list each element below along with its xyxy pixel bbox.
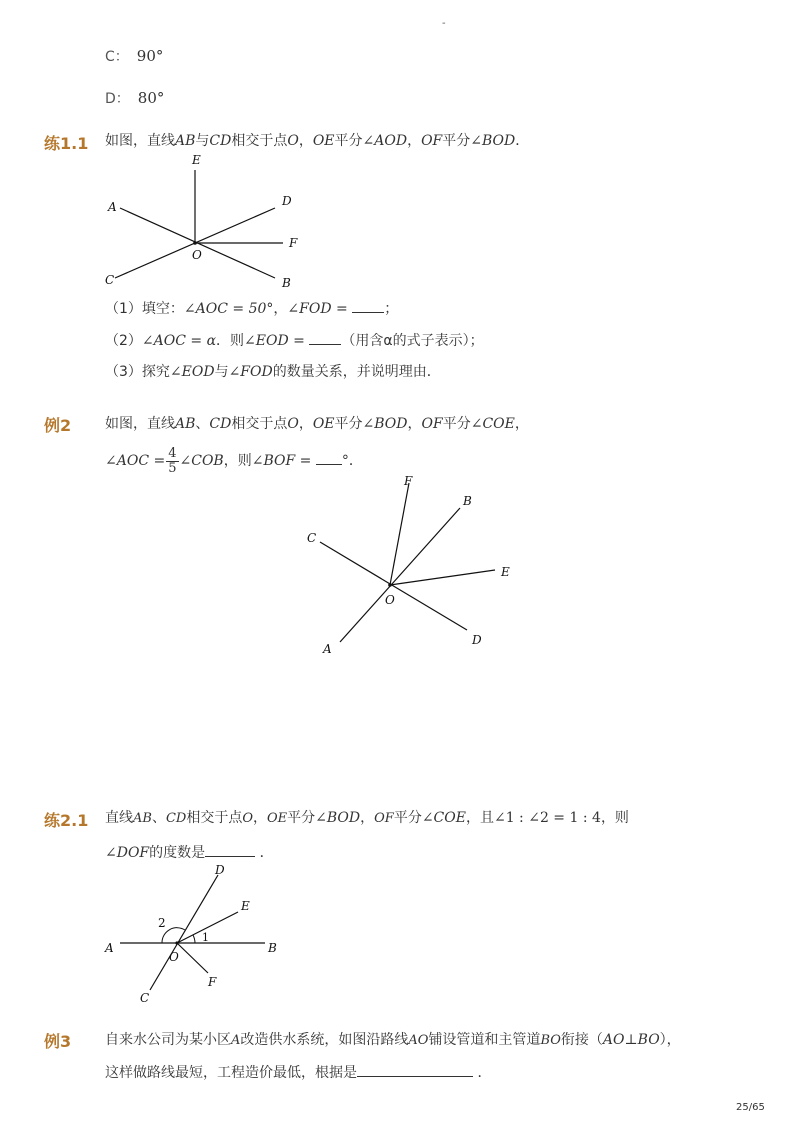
pt-e: E xyxy=(192,153,201,167)
math: AB xyxy=(175,133,196,149)
pt-b: B xyxy=(463,494,472,508)
text: 平分 xyxy=(442,133,471,149)
text: ，则 xyxy=(600,810,629,826)
ex3-label: 例3 xyxy=(44,1032,72,1051)
pt-c: C xyxy=(140,991,150,1005)
text: ． xyxy=(515,133,530,149)
figure-2-1 xyxy=(95,860,295,1010)
text: 平分 xyxy=(334,416,363,432)
pt-f: F xyxy=(404,474,413,488)
text: 直线 xyxy=(105,810,133,826)
pt-a: A xyxy=(105,941,114,955)
math: O xyxy=(287,133,299,149)
math: CD xyxy=(209,133,232,149)
pt-b: B xyxy=(282,276,291,290)
ex2-1-label: 练2.1 xyxy=(44,811,89,830)
text: ， xyxy=(273,301,288,317)
text: 衔接（ xyxy=(560,1032,603,1048)
text: ，则 xyxy=(223,453,252,469)
pt-e: E xyxy=(501,565,510,579)
pt-d: D xyxy=(472,633,482,647)
text: 相交于点 xyxy=(186,810,243,826)
math: OF xyxy=(421,416,443,432)
text: ， xyxy=(253,810,267,826)
text: ，且 xyxy=(465,810,494,826)
pt-b: B xyxy=(268,941,277,955)
pt-o: O xyxy=(385,593,395,607)
text: ； xyxy=(384,301,399,317)
math: OE xyxy=(267,811,288,826)
math: CD xyxy=(165,811,187,826)
angle-1-arc xyxy=(193,935,195,943)
ex2-1-statement xyxy=(105,808,629,829)
math: OE xyxy=(312,416,335,432)
text: （用含α的式子表示）； xyxy=(341,333,484,349)
math: ∠AOC = α xyxy=(141,333,217,349)
text: ）， xyxy=(659,1032,681,1048)
text: 的数量关系，并说明理由． xyxy=(272,364,441,380)
text: 相交于点 xyxy=(231,133,288,149)
math: ∠BOD xyxy=(362,416,408,432)
ex3-line2 xyxy=(105,1062,491,1083)
math: O xyxy=(242,811,253,826)
text: 平分 xyxy=(442,416,471,432)
pt-e: E xyxy=(241,899,250,913)
angle-2-label: 2 xyxy=(158,916,166,930)
text: 相交于点 xyxy=(231,416,288,432)
point-o xyxy=(388,583,392,587)
ex1-1-q1 xyxy=(105,298,398,319)
ex1-1-statement xyxy=(105,131,529,151)
math: ∠EOD = xyxy=(244,333,305,349)
math: ∠AOC = 50° xyxy=(183,301,274,317)
text: 与 xyxy=(214,364,229,380)
text: 改造供水系统，如图沿路线 xyxy=(240,1032,409,1048)
pt-a: A xyxy=(108,200,117,214)
math: ∠1 : ∠2 = 1 : 4 xyxy=(493,810,601,826)
math: OE xyxy=(312,133,335,149)
point-o xyxy=(193,241,197,245)
ex2-statement xyxy=(105,414,529,434)
math: OF xyxy=(374,811,394,826)
math: AO xyxy=(408,1033,429,1048)
math: A xyxy=(231,1033,241,1048)
answer-blank[interactable] xyxy=(316,450,342,465)
text: 自来水公司为某小区 xyxy=(105,1032,231,1048)
pt-c: C xyxy=(105,273,115,287)
math: ∠BOF = xyxy=(251,453,312,469)
math: ∠DOF xyxy=(105,845,150,861)
option-d-label: D： xyxy=(105,91,130,107)
text: （2） xyxy=(105,333,142,349)
text: 如图，直线 xyxy=(105,133,175,149)
math: ∠FOD xyxy=(228,364,273,380)
text: 、 xyxy=(151,810,166,826)
ex1-1-q3 xyxy=(105,362,441,382)
point-o xyxy=(175,941,178,944)
pt-d: D xyxy=(282,194,292,208)
text: 、 xyxy=(195,416,210,432)
top-mark: - xyxy=(442,18,446,29)
pt-o: O xyxy=(192,248,202,262)
math: AO⊥BO xyxy=(602,1032,660,1048)
math: ∠EOD xyxy=(169,364,215,380)
text: ， xyxy=(298,133,313,149)
math: ∠BOD xyxy=(470,133,516,149)
text: （3）探究 xyxy=(105,364,170,380)
ex3-line1 xyxy=(105,1030,681,1051)
fraction xyxy=(166,447,178,476)
math: O xyxy=(287,416,299,432)
math: ∠COE xyxy=(421,810,466,826)
denominator: 5 xyxy=(168,460,177,476)
pt-f: F xyxy=(289,236,298,250)
math: ∠COE xyxy=(470,416,515,432)
option-c-label: C： xyxy=(105,49,129,65)
math: ∠AOD xyxy=(362,133,408,149)
option-c-value: 90° xyxy=(136,47,164,65)
pt-c: C xyxy=(307,531,317,545)
text: 与 xyxy=(195,133,210,149)
option-d xyxy=(105,88,164,108)
figure-2 xyxy=(295,470,535,660)
math: CD xyxy=(209,416,232,432)
text: ， xyxy=(407,416,422,432)
text: ．则 xyxy=(216,333,245,349)
text: ． xyxy=(477,1065,492,1081)
option-c xyxy=(105,46,163,66)
math: ∠AOC = xyxy=(105,453,166,469)
text: °． xyxy=(341,453,363,469)
math: ∠COB xyxy=(179,453,224,469)
pt-a: A xyxy=(323,642,332,656)
text: 的度数是 xyxy=(149,845,206,861)
text: ， xyxy=(360,810,375,826)
text: 铺设管道和主管道 xyxy=(428,1032,541,1048)
ex1-1-label: 练1.1 xyxy=(44,134,89,153)
pt-d: D xyxy=(215,863,225,877)
pt-o: O xyxy=(169,950,179,964)
answer-blank[interactable] xyxy=(352,298,384,313)
ray-of xyxy=(390,483,409,585)
text: ， xyxy=(298,416,313,432)
numerator: 4 xyxy=(168,445,177,461)
text: 这样做路线最短，工程造价最低，根据是 xyxy=(105,1065,357,1081)
math: ∠BOD xyxy=(315,810,361,826)
line-cd xyxy=(320,542,467,630)
ray-oe xyxy=(390,570,495,585)
answer-blank[interactable] xyxy=(205,842,255,857)
ex1-1-q2 xyxy=(105,330,484,351)
text: 平分 xyxy=(287,810,316,826)
text: ， xyxy=(407,133,422,149)
option-d-value: 80° xyxy=(137,89,165,107)
ex2-label: 例2 xyxy=(44,416,72,435)
text: ， xyxy=(514,416,529,432)
math: BO xyxy=(540,1033,561,1048)
text: （1）填空： xyxy=(105,301,184,317)
text: 平分 xyxy=(393,810,422,826)
math: AB xyxy=(175,416,196,432)
answer-blank[interactable] xyxy=(309,330,341,345)
math: OF xyxy=(421,133,443,149)
pt-f: F xyxy=(208,975,217,989)
answer-blank[interactable] xyxy=(357,1062,473,1077)
text: 平分 xyxy=(334,133,363,149)
text: 如图，直线 xyxy=(105,416,175,432)
page-number: 25/65 xyxy=(736,1102,765,1113)
ray-of xyxy=(177,943,208,973)
angle-1-label: 1 xyxy=(202,931,209,944)
math: AB xyxy=(133,811,152,826)
text: ． xyxy=(259,845,274,861)
figure-1-1 xyxy=(100,150,320,295)
math: ∠FOD = xyxy=(287,301,348,317)
